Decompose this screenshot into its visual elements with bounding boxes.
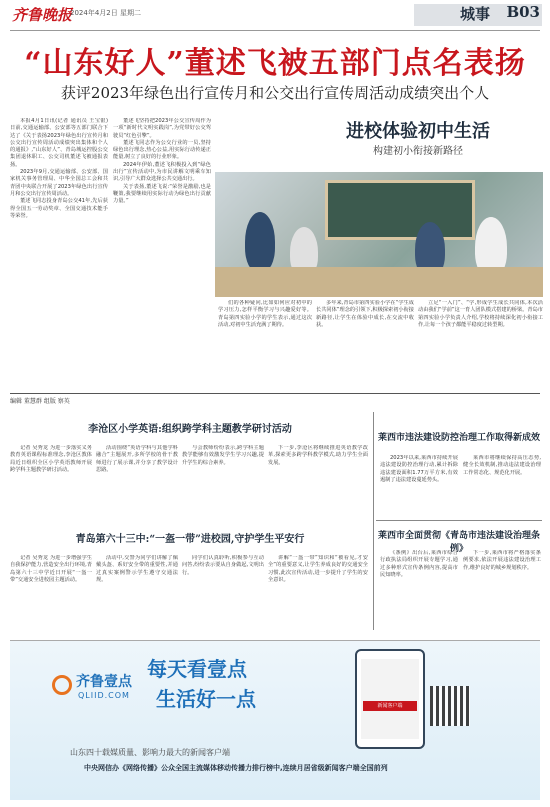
- paragraph: 下一步,李沧区将继续推进英语教学改革,探索更多跨学科教学模式,助力学生全面发展。: [268, 445, 368, 466]
- article-column: [380, 455, 458, 510]
- app-logo: [52, 671, 144, 711]
- paragraph: 同学们认真聆听,积极参与互动问答,纷纷表示要从自身做起,文明出行。: [182, 555, 264, 576]
- ad-footer: 中央网信办《网络传播》公众全国主流媒体移动传播力排行榜中,连续月居省级新闻客户端全国前列: [84, 764, 388, 772]
- phone-mockup-icon: [355, 649, 425, 749]
- logo-cn: 齐鲁壹点: [76, 674, 132, 690]
- article-column: [380, 550, 458, 620]
- article-column: [463, 550, 541, 620]
- article-column: [10, 445, 92, 515]
- paragraph: 关于表扬,董述飞说:“荣誉是激励,也是鞭策,我要继续用实际行动为绿色出行贡献力量。”: [113, 183, 211, 205]
- dateline: 2024年4月2日 星期二: [70, 9, 141, 17]
- article-divider: [376, 520, 542, 521]
- ad-tagline: 山东四十载媒质量、影响力最大的新闻客户端: [70, 748, 230, 757]
- logo-ring-icon: [52, 675, 72, 695]
- paragraph: 董述飞坚持把2023年公交宣传周作为一项“新时代文明实践岗”,为党带好公交驾驶员“红色引擎”。: [113, 118, 211, 139]
- paragraph: 记者 吴秀龙 为进一步增强学生自我保护能力,营造安全出行环境,青岛第六十三中学近日开展“一盔一带”交通安全进校园主题活动。: [10, 555, 92, 583]
- paragraph: 与会教师纷纷表示,跨学科主题教学能够有效激发学生学习兴趣,提升学生的综合素养。: [182, 445, 264, 466]
- main-subheadline: 获评2023年绿色出行宣传月和公交出行宣传周活动成绩突出个人: [60, 84, 490, 102]
- article-column: [268, 555, 368, 625]
- article-title: 莱西市全面贯彻《青岛市违法建设治理条例》: [377, 531, 540, 554]
- person: [245, 212, 275, 272]
- feature-subtitle: 构建初小衔接新路径: [373, 146, 463, 157]
- article-column: [182, 445, 264, 515]
- paragraph: 本报4月1日讯(记者 通讯员 王宝银) 日前,交通运输部、公安部等五部门联合下达了《关于表扬2023年绿色出行宣传月和公交出行宣传周活动成绩突出集体和个人的通报》,“山东好人”、青岛城运控股公交集团退休职工、公交司机董述飞被通报表扬。: [10, 118, 108, 168]
- app-advertisement: [10, 640, 540, 800]
- phone-screen: [361, 659, 419, 739]
- paragraph: 莱西市将继续保持高压态势,健全长效机制,推动违法建设治理工作常态化、规范化开展。: [463, 455, 541, 476]
- paragraph: 2024年伊始,董述飞积极投入到“绿色出行”宣传活动中,为市民讲解文明乘车知识,引导广大群众选择公共交通出行。: [113, 161, 211, 183]
- main-headline: “山东好人”董述飞被五部门点名表扬: [24, 46, 526, 81]
- feature-title: 进校体验初中生活: [346, 121, 490, 142]
- classroom-photo: [215, 172, 543, 297]
- qr-code-icon: [430, 686, 470, 726]
- paragraph: 《条例》出台后,莱西市综合行政执法局组织开展专题学习,通过多种形式宣传条例内容,提高市民知晓率。: [380, 550, 458, 578]
- article-column: [268, 445, 368, 515]
- article-column: [10, 555, 92, 625]
- feature-col5: [418, 300, 543, 385]
- paragraph: 2023年以来,莱西市持续开展违法建设防控治理行动,累计拆除违法建设面积1.77万平方米,有效遏制了违法建设蔓延势头。: [380, 455, 458, 483]
- article-column: [463, 455, 541, 510]
- article-title: 莱西市违法建设防控治理工作取得新成效: [377, 433, 540, 443]
- article-column: [96, 445, 178, 515]
- article-column: [96, 555, 178, 625]
- paragraph: 立足“一入门”、“学,形成学生成长共同体,本次活动由我们“学前”这一育人团队模式搭建的桥梁。青岛市第四实验小学负责人介绍,学校将持续深化初小衔接工作,让每一个孩子都能平稳度过转型期。: [418, 300, 543, 328]
- logo-en: QLIID.COM: [78, 691, 130, 700]
- paragraph: 2023年9月,交通运输部、公安部、国家机关事务管理局、中华全国总工会和共青团中央联合开展了2023年绿色出行宣传月和公交出行宣传周活动。: [10, 169, 108, 197]
- paragraph: 们的各种疑问,比如如何应对初中的学习压力,怎样平衡学习与兴趣爱好等。青岛第四实验小学的学生表示,通过这次活动,对初中生活充满了期待。: [218, 300, 312, 328]
- paragraph: 董述飞同志投身青岛公交41年,先后获得全国五一劳动奖章、全国交通技术能手等荣誉。: [10, 198, 108, 219]
- phone-button: 新闻客户端: [363, 701, 417, 711]
- ad-slogan-2: 生活好一点: [156, 687, 256, 711]
- paragraph: 讲解“一盔一带”知识和“被看见,才安全”的重要意义,让学生养成良好的交通安全习惯,此次宣传活动,进一步提升了学生的安全意识。: [268, 555, 368, 583]
- desk: [215, 267, 543, 297]
- editor-line: 编辑 董慧群 组版 察英: [10, 393, 540, 405]
- article-title: 李沧区小学英语:组织跨学科主题教学研讨活动: [88, 424, 292, 435]
- paragraph: 多年来,青岛市第四实验小学在“学生成长共同体”理念的引领下,积极探索初小衔接新路径,让学生在体验中成长,在交流中收获。: [316, 300, 414, 328]
- newspaper-brand: 齐鲁晚报: [12, 6, 73, 24]
- ad-slogan-1: 每天看壹点: [147, 657, 247, 681]
- article-column: [182, 555, 264, 625]
- blackboard: [325, 180, 475, 240]
- paragraph: 记者 吴秀龙 为进一步落实义务教育英语课程标准理念,李沧区教体局近日组织全区小学英语教师开展跨学科主题教学研讨活动。: [10, 445, 92, 473]
- lead-article-col2: [113, 118, 211, 383]
- top-rule: [10, 30, 540, 31]
- section-name: 城事: [459, 5, 490, 23]
- article-title: 青岛第六十三中:“一盔一带”进校园,守护学生平安行: [75, 534, 305, 545]
- masthead: [0, 0, 550, 42]
- paragraph: 董述飞同志作为公交行业的一员,坚持绿色出行理念,热心公益,用实际行动传递正能量,树立了良好的行业形象。: [113, 139, 211, 161]
- paragraph: 活动围绕“英语学科与其他学科融合”主题展开,多所学校的骨干教师进行了展示课,并分享了教学设计思路。: [96, 445, 178, 473]
- page-number: B03: [506, 3, 540, 21]
- paragraph: 下一步,莱西市将严格落实条例要求,依法开展违法建设治理工作,维护良好的城乡规划秩序。: [463, 550, 541, 571]
- lead-article-col1: [10, 118, 108, 383]
- feature-col4b: [316, 300, 414, 385]
- paragraph: 活动中,交警为同学们讲解了佩戴头盔、系好安全带的重要性,并通过真实案例警示学生遵守交通法规。: [96, 555, 178, 583]
- column-divider: [373, 412, 374, 630]
- feature-col3b: [218, 300, 312, 385]
